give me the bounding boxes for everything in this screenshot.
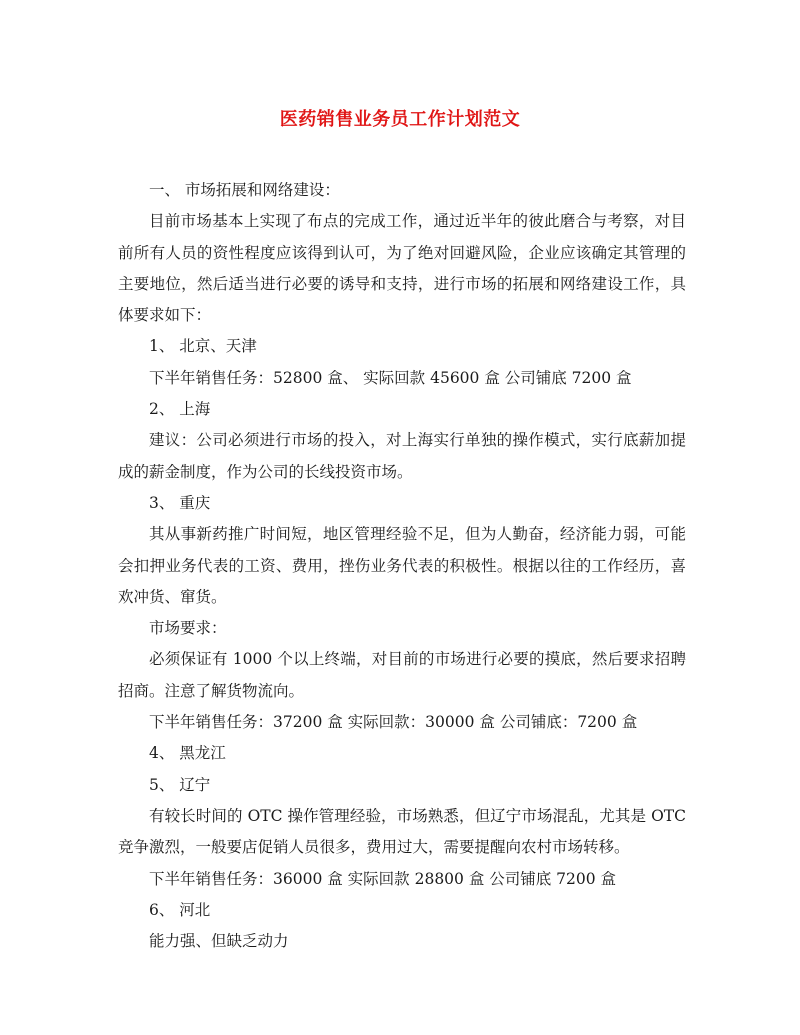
document-body xyxy=(118,175,686,957)
sales-target-chongqing: 下半年销售任务：37200 盒 实际回款：30000 盒 公司铺底：7200 盒 xyxy=(149,713,638,732)
region-heading-beijing-tianjin: 1、 北京、天津 xyxy=(149,337,257,356)
paragraph-shanghai-suggestion: 建议：公司必须进行市场的投入，对上海实行单独的操作模式，实行底薪加提成的薪金制度，作为公司的长线投资市场。 xyxy=(118,431,686,481)
paragraph-intro: 目前市场基本上实现了布点的完成工作，通过近半年的彼此磨合与考察，对目前所有人员的资性程度应该得到认可，为了绝对回避风险，企业应该确定其管理的主要地位，然后适当进行必要的诱导和支持，进行市场的拓展和网络建设工作，具体要求如下： xyxy=(118,212,686,325)
market-requirements-label: 市场要求： xyxy=(149,619,227,638)
paragraph-market-requirements: 必须保证有 1000 个以上终端，对目前的市场进行必要的摸底，然后要求招聘招商。注意了解货物流向。 xyxy=(118,650,686,700)
paragraph-chongqing-assessment: 其从事新药推广时间短，地区管理经验不足，但为人勤奋，经济能力弱，可能会扣押业务代表的工资、费用，挫伤业务代表的积极性。根据以往的工作经历，喜欢冲货、窜货。 xyxy=(118,525,686,606)
paragraph-hebei-assessment: 能力强、但缺乏动力 xyxy=(149,932,289,951)
sales-target-beijing-tianjin: 下半年销售任务：52800 盒、 实际回款 45600 盒 公司铺底 7200 盒 xyxy=(149,368,632,387)
region-heading-heilongjiang: 4、 黑龙江 xyxy=(149,744,226,763)
region-heading-liaoning: 5、 辽宁 xyxy=(149,775,211,794)
paragraph-liaoning-assessment: 有较长时间的 OTC 操作管理经验，市场熟悉，但辽宁市场混乱，尤其是 OTC 竞争激烈，一般要店促销人员很多，费用过大，需要提醒向农村市场转移。 xyxy=(118,806,686,857)
region-heading-hebei: 6、 河北 xyxy=(149,900,211,919)
sales-target-liaoning: 下半年销售任务：36000 盒 实际回款 28800 盒 公司铺底 7200 盒 xyxy=(149,869,617,888)
document-title: 医药销售业务员工作计划范文 xyxy=(279,109,521,130)
region-heading-chongqing: 3、 重庆 xyxy=(149,493,211,512)
region-heading-shanghai: 2、 上海 xyxy=(149,400,211,419)
section-heading-market-expansion: 一、 市场拓展和网络建设： xyxy=(149,181,340,199)
